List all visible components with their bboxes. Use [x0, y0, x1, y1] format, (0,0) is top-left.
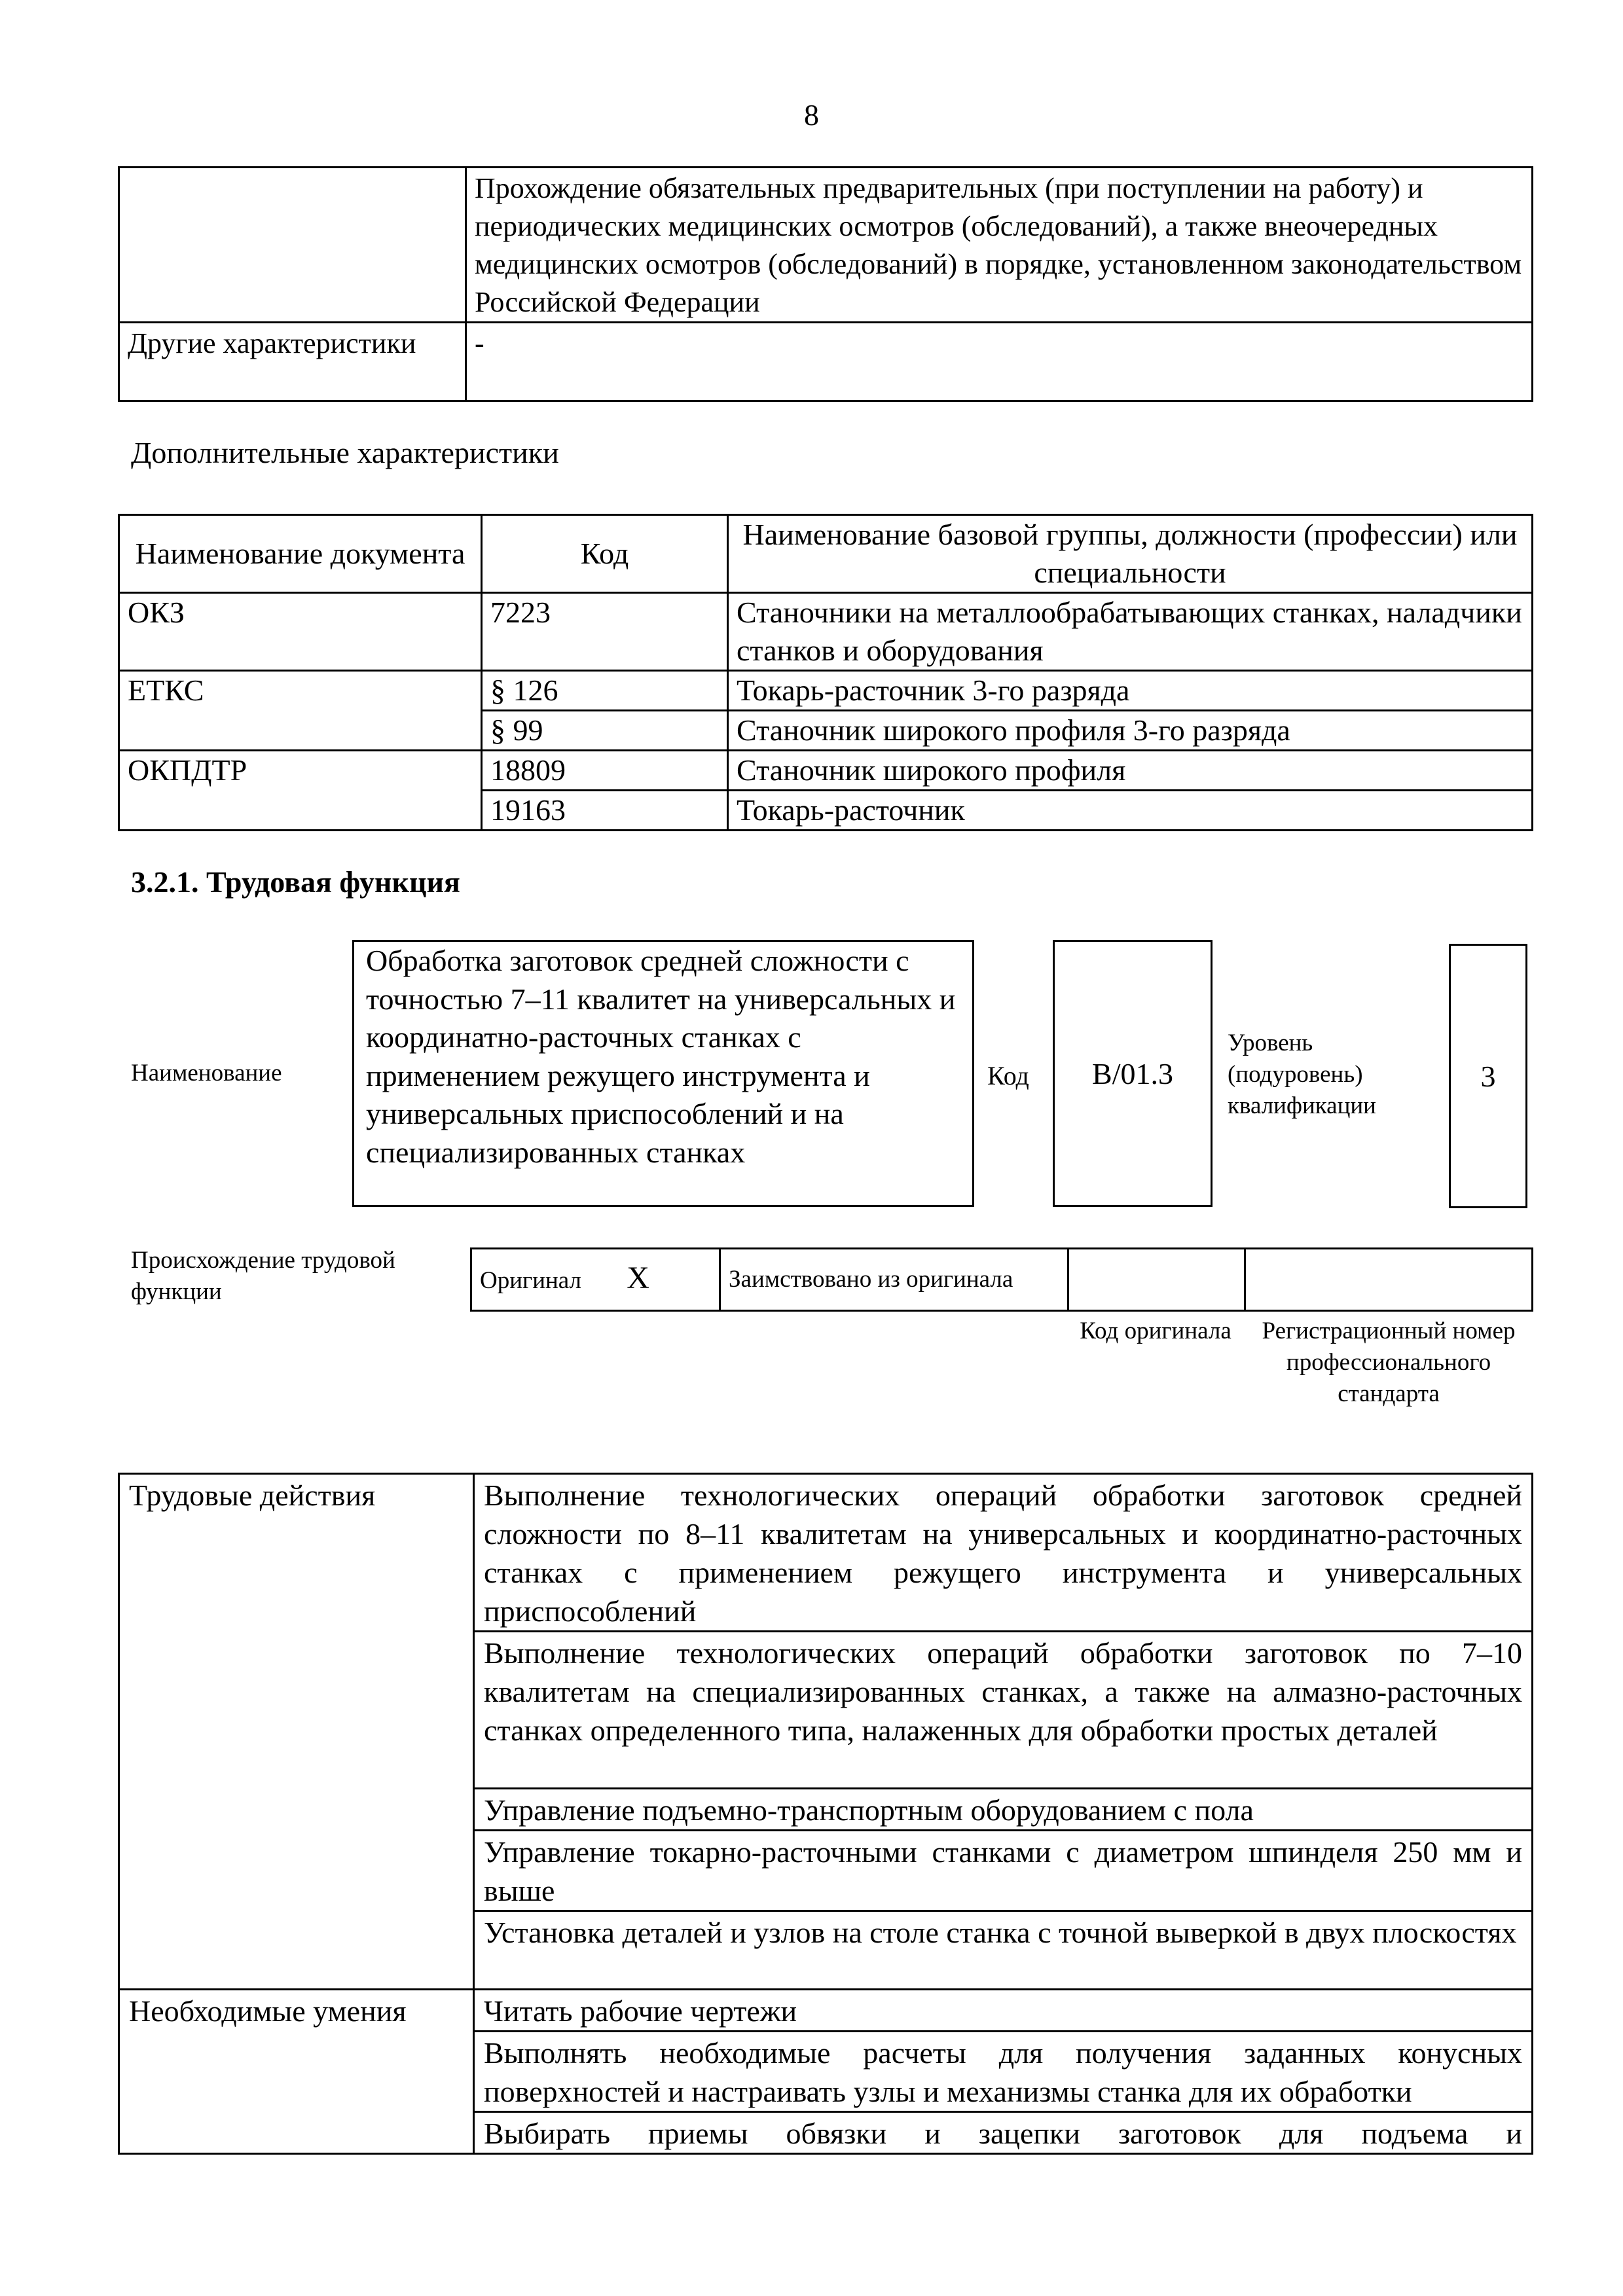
table-header-row: [119, 515, 1533, 593]
header-group-name: Наименование базовой группы, должности (профессии) или специальности: [728, 515, 1533, 593]
additional-table: [118, 514, 1533, 831]
reg-number-cell: [1245, 1249, 1533, 1311]
original-mark: X: [627, 1261, 649, 1295]
section-heading: 3.2.1. Трудовая функция: [131, 865, 460, 899]
group-label: Трудовые действия: [119, 1474, 474, 1990]
duty-item: Выполнение технологических операций обработки заготовок по 7–10 квалитетам на специализированных станках, а также на алмазно-расточных станках определенного типа, налаженных для обработки простых деталей: [474, 1632, 1533, 1789]
table-row: [119, 671, 1533, 711]
table-row: [119, 168, 1533, 323]
doc-name: ОКПДТР: [119, 751, 482, 831]
original-cell: [471, 1249, 720, 1311]
table-row: [119, 1990, 1533, 2032]
code-cell: § 126: [482, 671, 728, 711]
group-name-cell: Токарь-расточник 3-го разряда: [728, 671, 1533, 711]
additional-heading: Дополнительные характеристики: [131, 436, 559, 469]
group-label: Необходимые умения: [119, 1990, 474, 2154]
duty-item: Выполнение технологических операций обработки заготовок средней сложности по 8–11 квалитетам на универсальных и координатно-расточных станках с применением режущего инструмента и универсальных приспособлений: [474, 1474, 1533, 1632]
function-name-box: Обработка заготовок средней сложности с точностью 7–11 квалитет на универсальных и координатно-расточных станках с применением режущего инструмента и универсальных приспособлений и на специализированных станках: [352, 940, 974, 1207]
table-row: [119, 323, 1533, 401]
doc-name: ОКЗ: [119, 593, 482, 671]
code-cell: 18809: [482, 751, 728, 791]
reg-number-caption: Регистрационный номер профессионального стандарта: [1262, 1318, 1516, 1407]
group-name-cell: Станочник широкого профиля: [728, 751, 1533, 791]
duty-item: Установка деталей и узлов на столе станка с точной выверкой в двух плоскостях: [474, 1911, 1533, 1990]
origin-label: Происхождение трудовой функции: [131, 1247, 395, 1305]
skill-item: Выбирать приемы обвязки и зацепки заготовок для подъема и: [474, 2112, 1533, 2154]
doc-name: ЕТКС: [119, 671, 482, 751]
skill-item: Читать рабочие чертежи: [474, 1990, 1533, 2032]
borrowed-cell: Заимствовано из оригинала: [720, 1249, 1068, 1311]
original-label: Оригинал: [480, 1267, 582, 1294]
requirements-label: [119, 168, 466, 323]
requirements-value: Прохождение обязательных предварительных (при поступлении на работу) и периодических медицинских осмотров (обследований), а также внеочередных медицинских осмотров (обследований) в порядке, установленном законодательством Российской Федерации: [466, 168, 1533, 323]
code-cell: 19163: [482, 791, 728, 831]
code-original-caption: Код оригинала: [1080, 1318, 1231, 1344]
group-name-cell: Токарь-расточник: [728, 791, 1533, 831]
requirements-value: -: [466, 323, 1533, 401]
group-name-cell: Станочники на металлообрабатывающих станках, наладчики станков и оборудования: [728, 593, 1533, 671]
duty-item: Управление токарно-расточными станками с диаметром шпинделя 250 мм и выше: [474, 1831, 1533, 1911]
code-original-cell: [1068, 1249, 1245, 1311]
code-cell: 7223: [482, 593, 728, 671]
group-name-cell: Станочник широкого профиля 3-го разряда: [728, 711, 1533, 751]
header-document: Наименование документа: [119, 515, 482, 593]
function-name-label: Наименование: [131, 1060, 282, 1086]
origin-table: [470, 1247, 1533, 1312]
level-label: Уровень (подуровень) квалификации: [1228, 1030, 1376, 1119]
table-row: [471, 1249, 1533, 1311]
function-code-box: B/01.3: [1053, 940, 1213, 1207]
table-row: [119, 593, 1533, 671]
code-cell: § 99: [482, 711, 728, 751]
header-code: Код: [482, 515, 728, 593]
table-row: [119, 1474, 1533, 1632]
table-row: [119, 751, 1533, 791]
page-number: 8: [804, 98, 819, 132]
level-box: 3: [1449, 944, 1527, 1208]
duty-item: Управление подъемно-транспортным оборудованием с пола: [474, 1789, 1533, 1831]
duties-table: [118, 1473, 1533, 2155]
requirements-label: Другие характеристики: [119, 323, 466, 401]
function-code-label: Код: [987, 1061, 1029, 1090]
skill-item: Выполнять необходимые расчеты для получения заданных конусных поверхностей и настраивать узлы и механизмы станка для их обработки: [474, 2032, 1533, 2112]
requirements-table: [118, 166, 1533, 402]
